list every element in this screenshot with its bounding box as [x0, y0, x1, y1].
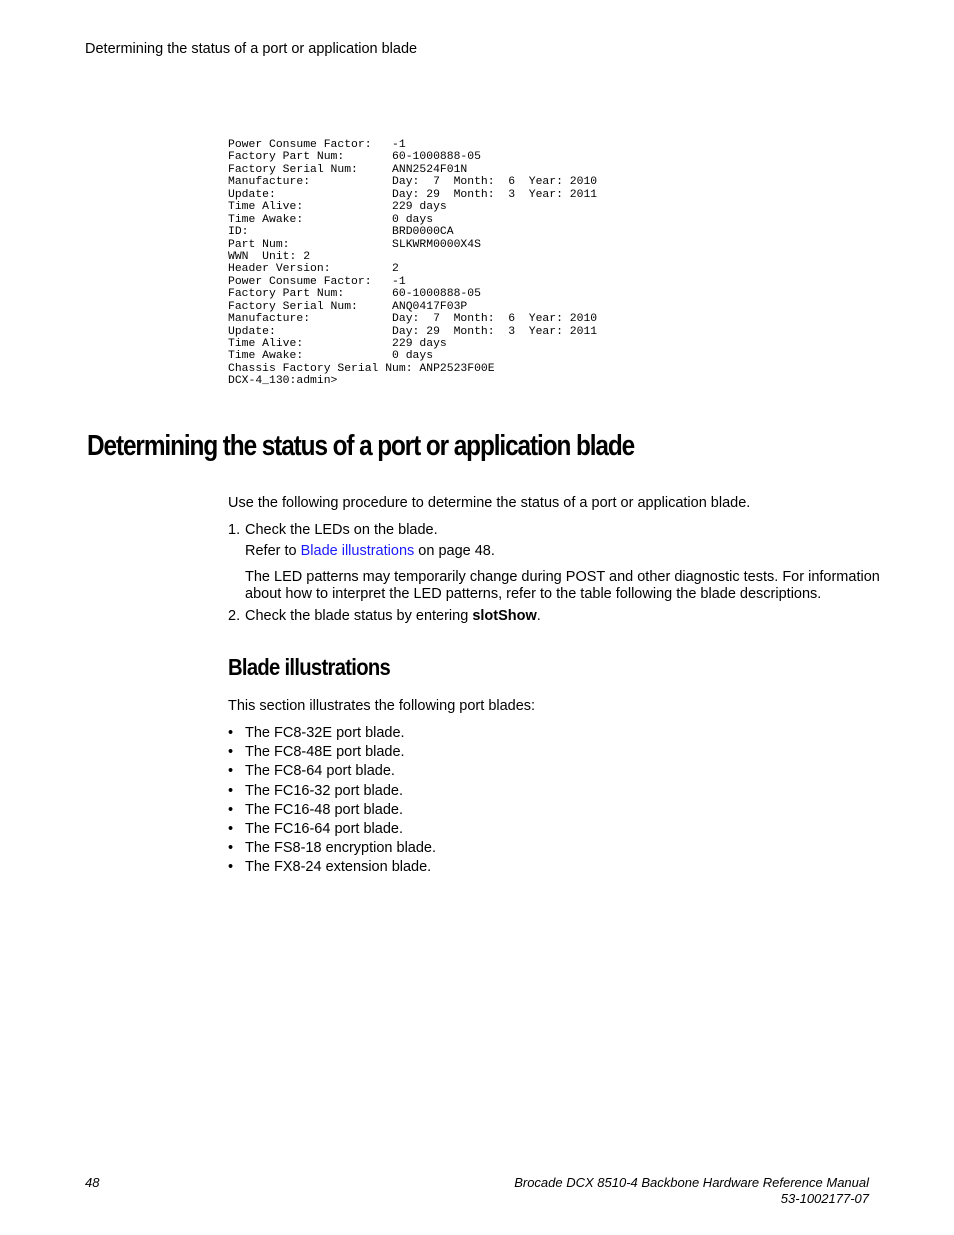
code-line: Manufacture: Day: 7 Month: 6 Year: 2010 [228, 313, 598, 326]
list-item [228, 782, 436, 801]
code-line: Factory Serial Num: ANN2524F01N [228, 163, 468, 176]
bullet: • [228, 801, 234, 818]
list-item-text: The FC16-48 port blade. [245, 801, 403, 818]
cli-output-block [228, 139, 597, 388]
led-note-line: about how to interpret the LED patterns, refer to the table following the blade descriptions. [245, 586, 822, 602]
code-line: Time Awake: 0 days [228, 350, 434, 363]
blade-illustrations-link[interactable]: Blade illustrations [300, 543, 415, 559]
list-item-text: The FS8-18 encryption blade. [245, 840, 437, 857]
list-item-text: The FC16-64 port blade. [245, 820, 403, 837]
subsection-intro: This section illustrates the following port blades: [228, 698, 536, 714]
doc-number: 53-1002177-07 [780, 1190, 869, 1206]
code-line: Time Alive: 229 days [228, 201, 447, 214]
refer-prefix: Refer to [245, 543, 301, 559]
list-item-text: The FC8-32E port blade. [245, 725, 405, 741]
intro-paragraph: Use the following procedure to determine the status of a port or application blade. [228, 495, 751, 511]
list-item [228, 743, 436, 762]
bullet: • [228, 744, 234, 761]
step-2 [228, 608, 541, 624]
code-line: Update: Day: 29 Month: 3 Year: 2011 [228, 325, 598, 338]
manual-title: Brocade DCX 8510-4 Backbone Hardware Reference Manual [514, 1175, 869, 1190]
list-item [228, 820, 436, 839]
section-title: Determining the status of a port or application blade [87, 430, 635, 462]
code-line: Power Consume Factor: -1 [228, 275, 406, 288]
led-note-paragraph [245, 569, 880, 603]
subsection-title: Blade illustrations [228, 654, 391, 680]
code-line: WWN Unit: 2 [228, 250, 311, 263]
refer-suffix: on page 48. [414, 543, 495, 559]
step-number: 2. [228, 608, 241, 624]
bullet: • [228, 725, 234, 741]
list-item-text: The FC8-64 port blade. [245, 763, 395, 780]
step-text: Check the blade status by entering [245, 608, 473, 624]
code-line: Power Consume Factor: -1 [228, 139, 406, 151]
list-item [228, 762, 436, 781]
list-item-text: The FC8-48E port blade. [245, 744, 405, 761]
list-item [228, 724, 436, 743]
blade-list [228, 724, 436, 878]
step-number: 1. [228, 522, 241, 538]
list-item-text: The FC16-32 port blade. [245, 782, 403, 799]
code-line: ID: BRD0000CA [228, 226, 454, 239]
code-line: Factory Part Num: 60-1000888-05 [228, 151, 481, 164]
bullet: • [228, 820, 234, 837]
step-text: Check the LEDs on the blade. [245, 522, 438, 538]
bullet: • [228, 840, 234, 857]
list-item-text: The FX8-24 extension blade. [245, 859, 432, 876]
code-line: Factory Part Num: 60-1000888-05 [228, 288, 481, 301]
led-note-line: The LED patterns may temporarily change during POST and other diagnostic tests. For information [245, 569, 880, 585]
list-item [228, 839, 436, 858]
bullet: • [228, 763, 234, 780]
refer-paragraph [245, 543, 495, 560]
step-suffix: . [536, 608, 541, 624]
step-1 [228, 522, 438, 538]
code-line: DCX-4_130:admin> [228, 375, 338, 388]
code-line: Manufacture: Day: 7 Month: 6 Year: 2010 [228, 176, 598, 189]
bullet: • [228, 782, 234, 799]
code-line: Update: Day: 29 Month: 3 Year: 2011 [228, 188, 598, 201]
running-header: Determining the status of a port or application blade [85, 41, 418, 57]
code-line: Time Alive: 229 days [228, 338, 447, 350]
bullet: • [228, 859, 234, 876]
code-line: Time Awake: 0 days [228, 213, 434, 226]
code-line: Header Version: 2 [228, 263, 399, 276]
code-line: Chassis Factory Serial Num: ANP2523F00E [228, 362, 495, 375]
command-name: slotShow [472, 608, 537, 624]
list-item [228, 801, 436, 820]
code-line: Factory Serial Num: ANQ0417F03P [228, 300, 468, 313]
page-number: 48 [85, 1175, 100, 1190]
footer-manual-info [514, 1175, 869, 1206]
list-item [228, 858, 436, 877]
code-line: Part Num: SLKWRM0000X4S [228, 238, 481, 251]
